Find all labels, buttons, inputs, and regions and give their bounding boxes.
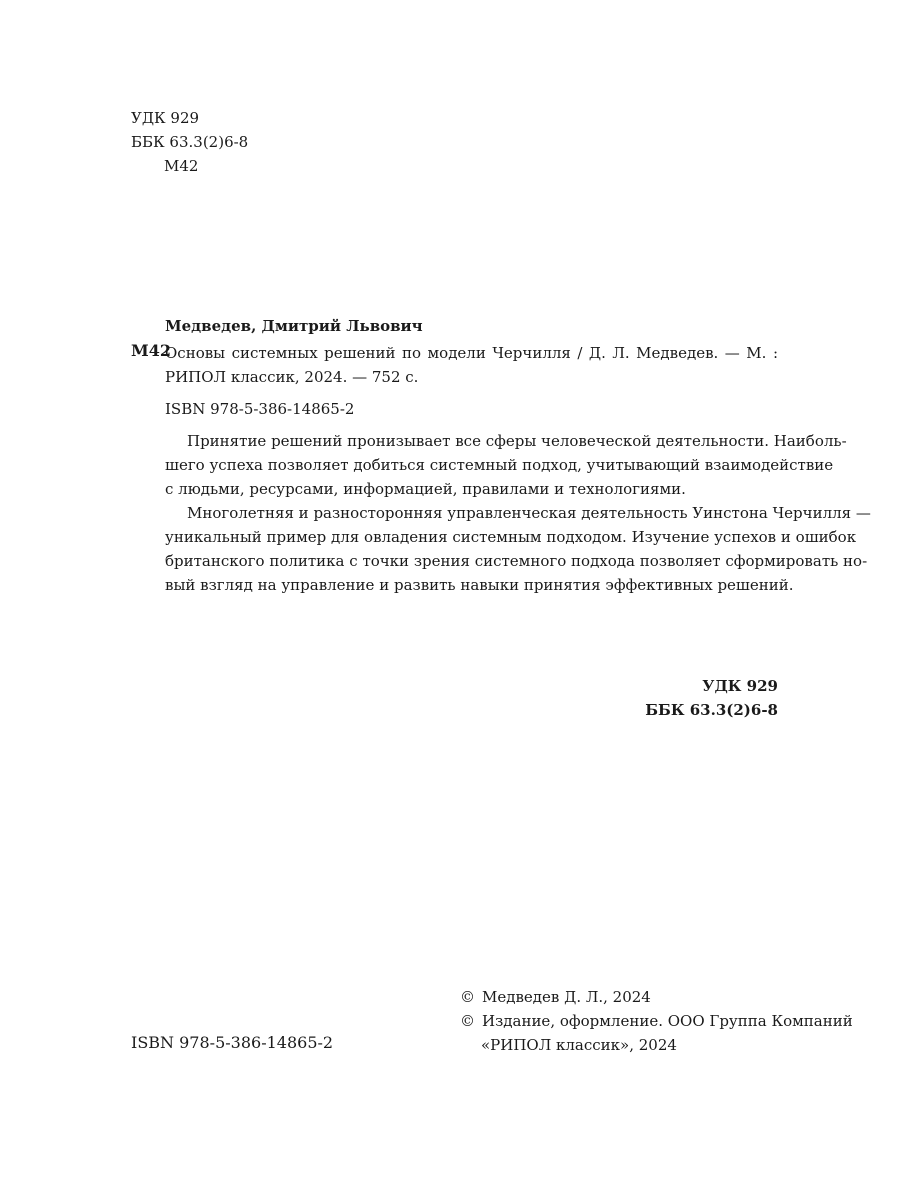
abstract-line: с людьми, ресурсами, информацией, правилами и технологиями.	[165, 480, 686, 498]
bibliographic-description	[165, 341, 778, 389]
udk-code-top: УДК 929	[131, 109, 200, 127]
udk-code-right: УДК 929	[702, 677, 778, 695]
abstract-line: британского политика с точки зрения системного подхода позволяет сформировать но-	[165, 552, 868, 570]
author-mark-left: М42	[131, 341, 171, 360]
abstract-line: уникальный пример для овладения системным подходом. Изучение успехов и ошибок	[165, 528, 857, 546]
copyright-publisher-continued: «РИПОЛ классик», 2024	[481, 1036, 677, 1054]
author-heading: Медведев, Дмитрий Львович	[165, 317, 423, 335]
author-mark-top: М42	[164, 157, 199, 175]
bibliographic-line: РИПОЛ классик, 2024. — 752 с.	[165, 368, 419, 386]
abstract-line: Многолетняя и разносторонняя управленческая деятельность Уинстона Черчилля —	[187, 504, 871, 522]
abstract-line: Принятие решений пронизывает все сферы человеческой деятельности. Наиболь-	[187, 432, 847, 450]
copyright-author	[460, 988, 651, 1006]
copyright-publisher	[460, 1012, 853, 1030]
bibliographic-line: Основы системных решений по модели Черчилля / Д. Л. Медведев. — М. :	[165, 344, 778, 362]
isbn-record: ISBN 978-5-386-14865-2	[165, 400, 355, 418]
copyright-publisher-text: Издание, оформление. ООО Группа Компаний	[482, 1012, 853, 1030]
bbk-code-top: ББК 63.3(2)6-8	[131, 133, 249, 151]
abstract-line: шего успеха позволяет добиться системный подход, учитывающий взаимодействие	[165, 456, 834, 474]
abstract-line: вый взгляд на управление и развить навыки принятия эффективных решений.	[165, 576, 794, 594]
copyright-icon: ©	[460, 1012, 475, 1030]
abstract	[165, 429, 871, 597]
copyright-icon: ©	[460, 988, 475, 1006]
copyright-author-text: Медведев Д. Л., 2024	[482, 988, 651, 1006]
isbn-bottom: ISBN 978-5-386-14865-2	[131, 1033, 334, 1052]
bbk-code-right: ББК 63.3(2)6-8	[645, 701, 778, 719]
